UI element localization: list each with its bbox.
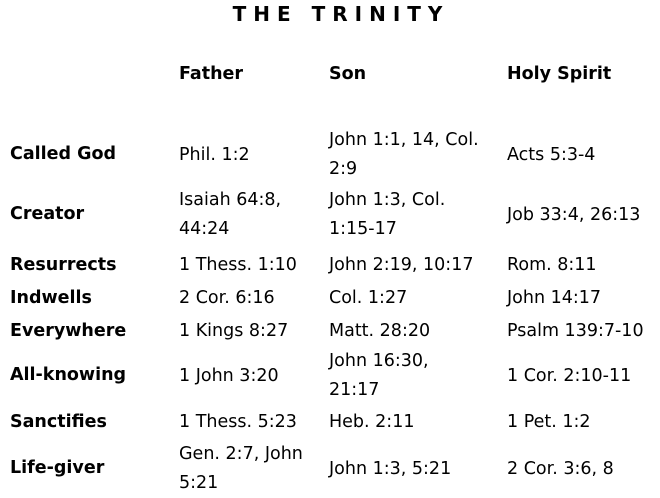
father-reference-line: 1 Kings 8:27 (179, 321, 289, 341)
son-reference (329, 186, 445, 244)
spirit-reference-line: Psalm 139:7-10 (507, 321, 644, 341)
father-reference-line: Isaiah 64:8, (179, 190, 282, 210)
spirit-reference-line: Job 33:4, 26:13 (507, 204, 641, 225)
son-reference (329, 284, 407, 313)
row-label-called-god: Called God (10, 144, 117, 164)
spirit-reference-line: John 14:17 (507, 288, 602, 308)
son-reference-line: Heb. 2:11 (329, 412, 415, 432)
father-reference (179, 186, 281, 244)
son-reference-line: John 1:3, Col. (329, 190, 446, 210)
page-title: THE TRINITY (232, 2, 450, 26)
son-reference-line: Matt. 28:20 (329, 321, 431, 341)
father-reference (179, 440, 303, 498)
son-reference (329, 317, 430, 346)
father-reference-line: Phil. 1:2 (179, 144, 250, 165)
spirit-reference (507, 251, 597, 280)
son-reference-line: John 1:1, 14, Col. (329, 130, 479, 150)
row-label-creator: Creator (10, 204, 85, 224)
father-reference-line: 2 Cor. 6:16 (179, 288, 275, 308)
son-reference-line: Col. 1:27 (329, 288, 408, 308)
son-reference-line: John 1:3, 5:21 (329, 458, 452, 479)
row-label-indwells: Indwells (10, 287, 92, 308)
son-reference (329, 251, 473, 280)
father-reference (179, 284, 275, 313)
father-reference-line: 44:24 (179, 219, 230, 239)
column-header-son: Son (329, 64, 367, 84)
row-label-life-giver: Life-giver (10, 458, 105, 478)
table-row (0, 406, 660, 439)
son-reference-line: John 16:30, (329, 351, 429, 371)
spirit-reference-line: 2 Cor. 3:6, 8 (507, 458, 614, 479)
father-reference-line: 1 Thess. 5:23 (179, 412, 297, 432)
table-row (0, 347, 660, 405)
row-label-resurrects: Resurrects (10, 254, 117, 275)
spirit-reference (507, 201, 640, 230)
table-row (0, 315, 660, 348)
row-label-everywhere: Everywhere (10, 320, 127, 341)
father-reference (179, 317, 288, 346)
table-row (0, 126, 660, 184)
spirit-reference (507, 317, 644, 346)
spirit-reference-line: 1 Cor. 2:10-11 (507, 365, 632, 386)
row-label-all-knowing: All-knowing (10, 365, 127, 385)
spirit-reference (507, 141, 595, 170)
father-reference (179, 408, 297, 437)
father-reference (179, 362, 279, 391)
spirit-reference-line: Rom. 8:11 (507, 255, 597, 275)
father-reference (179, 141, 250, 170)
column-header-father: Father (179, 64, 244, 84)
table-row (0, 440, 660, 498)
column-header-holy-spirit: Holy Spirit (507, 64, 612, 84)
father-reference-line: Gen. 2:7, John (179, 444, 303, 464)
father-reference-line: 1 Thess. 1:10 (179, 255, 297, 275)
son-reference (329, 408, 414, 437)
son-reference-line: John 2:19, 10:17 (329, 255, 474, 275)
son-reference (329, 126, 479, 184)
son-reference (329, 347, 429, 405)
spirit-reference (507, 362, 631, 391)
son-reference (329, 455, 451, 484)
father-reference-line: 5:21 (179, 473, 219, 493)
spirit-reference-line: Acts 5:3-4 (507, 144, 596, 165)
son-reference-line: 2:9 (329, 159, 358, 179)
father-reference-line: 1 John 3:20 (179, 365, 279, 386)
son-reference-line: 21:17 (329, 380, 380, 400)
spirit-reference-line: 1 Pet. 1:2 (507, 412, 591, 432)
spirit-reference (507, 284, 601, 313)
spirit-reference (507, 408, 591, 437)
table-row (0, 282, 660, 315)
table-row (0, 249, 660, 282)
father-reference (179, 251, 297, 280)
spirit-reference (507, 455, 614, 484)
son-reference-line: 1:15-17 (329, 219, 397, 239)
table-row (0, 186, 660, 244)
row-label-sanctifies: Sanctifies (10, 411, 107, 432)
